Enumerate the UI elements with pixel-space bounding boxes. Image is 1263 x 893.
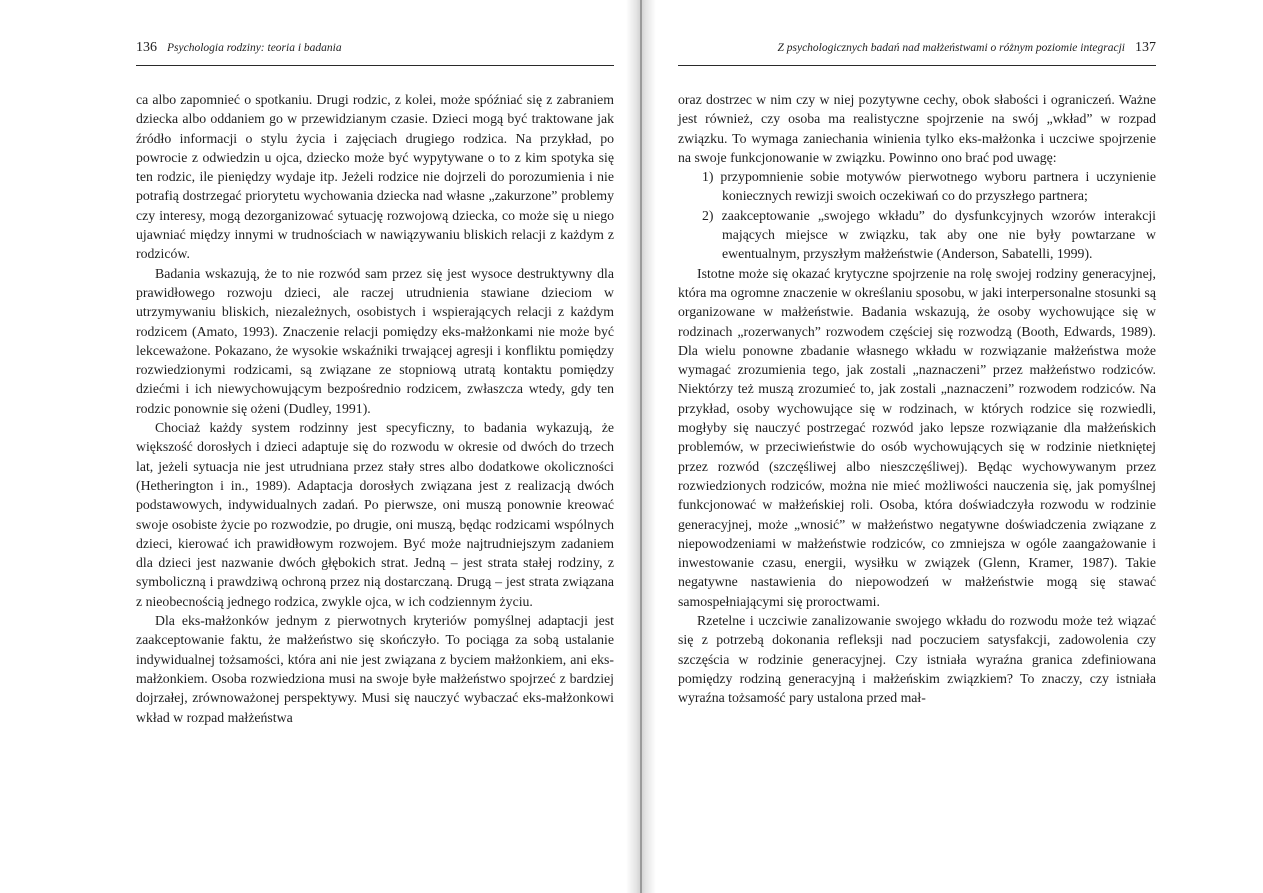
left-page [136,40,614,727]
paragraph: Dla eks-małżonków jednym z pierwotnych kryteriów pomyślnej adaptacji jest zaakceptowanie faktu, że małżeństwo się skończyło. To pociąga za sobą ustalanie indywidualnej tożsamości, która ani nie jest związana z byciem małżonkiem, ani eks-małżonkiem. Osoba rozwiedziona musi na swoje byłe małżeństwo spojrzeć z bardziej dojrzałej, zrównoważonej perspektywy. Musi się nauczyć wybaczać eks-małżonkowi wkład w rozpad małżeństwa [136,613,614,725]
right-page-body [678,90,1156,708]
list-item: 1) przypomnienie sobie motywów pierwotnego wyboru partnera i uczynienie koniecznych rewizji swoich oczekiwań co do przyszłego partnera; [702,169,1156,204]
left-page-header [136,40,614,66]
left-running-head: Psychologia rodziny: teoria i badania [167,42,342,54]
paragraph: Rzetelne i uczciwie zanalizowanie swojego wkładu do rozwodu może też wiązać się z potrzebą dokonania refleksji nad poczuciem satysfakcji, zadowolenia czy szczęścia w rodzinie generacyjnej. Czy istniała wyraźna granica zdefiniowana pomiędzy rodziną generacyjną i małżeńskim związkiem? To znaczy, czy istniała wyraźna tożsamość pary ustalona przed mał- [678,613,1156,706]
paragraph: Badania wskazują, że to nie rozwód sam przez się jest wysoce destruktywny dla prawidłowego rozwoju dzieci, ale raczej utrudnienia stawiane dzieciom w utrzymywaniu bliskich, niezależnych, osobistych i wspierających relacji z każdym rodzicem (Amato, 1993). Znaczenie relacji pomiędzy eks-małżonkami nie może być lekceważone. Pokazano, że wysokie wskaźniki trwającej agresji i konfliktu pomiędzy rozwiedzionymi rodzicami, są związane ze stopniową utratą kontaktu pomiędzy dziećmi i ich niewychowującym bezpośrednio rodzicem, zwłaszcza wtedy, gdy ten rodzic ponownie się ożeni (Dudley, 1991). [136,265,614,416]
right-page [678,40,1156,708]
right-page-header [678,40,1156,66]
right-page-number: 137 [1135,40,1156,55]
left-page-body [136,90,614,727]
paragraph: ca albo zapomnieć o spotkaniu. Drugi rodzic, z kolei, może spóźniać się z zabraniem dziecka albo oddaniem go w przewidzianym czasie. Dzieci mogą być traktowane jak źródło informacji o stylu życia i zajęciach drugiego rodzica. Na przykład, po powrocie z odwiedzin u ojca, dziecko może być wypytywane o to z kim spotyka się ten rodzic, ile pieniędzy wydaje itp. Jeżeli rodzice nie dojrzeli do porozumienia i nie potrafią dostrzegać priorytetu wychowania dziecka nad własne „zakurzone” problemy czy interesy, mogą dezorganizować sytuację rozwojową dziecka, co może się u niego ujawniać między innymi w trudnościach w nawiązywaniu bliskich relacji z każdym z rodziców. [136,92,614,262]
paragraph: oraz dostrzec w nim czy w niej pozytywne cechy, obok słabości i ograniczeń. Ważne jest również, czy osoba ma realistyczne spojrzenie na swój „wkład” w rozpad związku. To wymaga zaniechania winienia tylko eks-małżonka i uczciwe spojrzenie na swoje funkcjonowanie w związku. Powinno ono brać pod uwagę: [678,92,1156,165]
list-item: 2) zaakceptowanie „swojego wkładu” do dysfunkcyjnych wzorów interakcji mających miejsce w związku, tak aby one nie były powtarzane w ewentualnym, przyszłym małżeństwie (Anderson, Sabatelli, 1999). [702,207,1156,262]
right-running-head: Z psychologicznych badań nad małżeństwami o różnym poziomie integracji [777,42,1125,54]
paragraph: Istotne może się okazać krytyczne spojrzenie na rolę swojej rodziny generacyjnej, która ma ogromne znaczenie w określaniu sposobu, w jaki interpersonalne stosunki są organizowane w małżeństwie. Badania wskazują, że osoby wychowujące się w rodzinach „rozerwanych” rozwodem częściej się rozwodzą (Booth, Edwards, 1989). Dla wielu ponowne zbadanie własnego wkładu w rozwiązanie małżeństwa może wymagać zrozumienia tego, jak zostali „naznaczeni” przez małżeństwo rodziców. Niektórzy też muszą zrozumieć to, jak zostali „naznaczeni” rozwodem rodziców. Na przykład, osoby wychowujące się w rodzinach, w których rodzice się rozwiedli, mogłyby się nauczyć postrzegać rozwód jako lepsze rozwiązanie dla małżeńskich problemów, w przeciwieństwie do osób wychowujących się w rodzinie nietkniętej przez rozwód (szczęśliwej albo nieszczęśliwej). Będąc wychowywanym przez rozwiedzionych rodziców, można nie mieć możliwości nauczenia się, jak pomyślnej funkcjonować w małżeńskiej roli. Osoba, która doświadczyła rozwodu w rodzinie generacyjnej, może „wnosić” w małżeństwo negatywne doświadczenia związane z niepowodzeniami w małżeństwie rodziców, co zmniejsza w ogóle zaangażowanie i inwestowanie czasu, energii, wysiłku w związek (Glenn, Kramer, 1987). Takie negatywne nastawienia do niepowodzeń w małżeństwie mogą się stawać samospełniającymi się proroctwami. [678,265,1156,609]
paragraph: Chociaż każdy system rodzinny jest specyficzny, to badania wykazują, że większość dorosłych i dzieci adaptuje się do rozwodu w okresie od dwóch do trzech lat, jeżeli sytuacja nie jest utrudniana przez stały stres albo dodatkowe okoliczności (Hetherington i in., 1989). Adaptacja dorosłych związana jest z realizacją dwóch podstawowych, indywidualnych zadań. Po pierwsze, oni muszą ponownie kreować swoje osobiste życie po rozwodzie, po drugie, oni muszą, będąc rodzicami wspólnych dzieci, kierować ich prawidłowym rozwojem. Być może najtrudniejszym zadaniem dla dzieci jest nazwanie dwóch głębokich strat. Jedną – jest strata stałej rodziny, z symboliczną i prawdziwą ochroną przez nią dostarczaną. Drugą – jest strata związana z nieobecnością jednego rodzica, zwykle ojca, w ich codziennym życiu. [136,420,614,609]
left-page-number: 136 [136,40,157,55]
gutter-fold-line [640,0,642,893]
numbered-list [678,167,1156,263]
